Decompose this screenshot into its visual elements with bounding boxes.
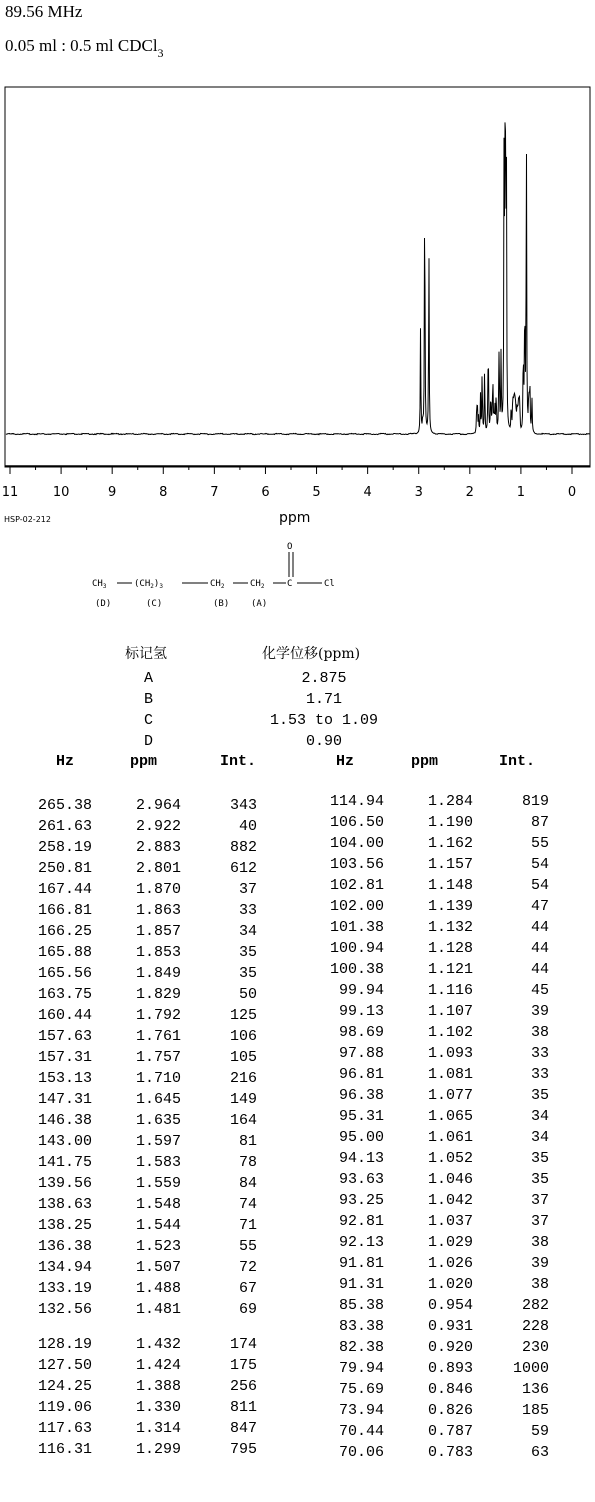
peak-ppm: 1.583 <box>135 1154 181 1171</box>
peak-intensity: 78 <box>238 1154 257 1171</box>
assignment-label-header: 标记氢 <box>125 646 167 662</box>
solvent-text: 0.05 ml : 0.5 ml CDCl <box>5 36 158 55</box>
peak-intensity: 55 <box>238 1238 257 1255</box>
peak-intensity: 35 <box>530 1171 549 1188</box>
peak-ppm: 1.065 <box>427 1108 473 1125</box>
x-tick-label: 4 <box>363 485 372 500</box>
peak-ppm: 1.424 <box>135 1357 181 1374</box>
peak-hz: 92.13 <box>338 1234 384 1251</box>
peak-ppm: 1.190 <box>427 814 473 831</box>
peak-ppm: 1.849 <box>135 965 181 982</box>
peak-intensity: 175 <box>229 1357 257 1374</box>
x-tick-label: 1 <box>516 485 526 500</box>
peak-hz: 119.06 <box>37 1399 92 1416</box>
x-axis-label: ppm <box>279 510 311 526</box>
peak-intensity: 72 <box>238 1259 257 1276</box>
peak-hz: 166.25 <box>37 923 92 940</box>
peak-intensity: 45 <box>530 982 549 999</box>
peak-intensity: 882 <box>229 839 257 856</box>
peak-ppm: 1.559 <box>135 1175 181 1192</box>
peak-hz: 93.63 <box>338 1171 384 1188</box>
peak-intensity: 33 <box>530 1066 549 1083</box>
x-tick-label: 2 <box>465 485 474 500</box>
assignment-shift-header: 化学位移(ppm) <box>262 646 361 662</box>
peak-intensity: 33 <box>530 1045 549 1062</box>
peak-hz: 97.88 <box>338 1045 384 1062</box>
peak-hz: 75.69 <box>338 1381 384 1398</box>
peak-ppm: 1.128 <box>427 940 473 957</box>
peak-intensity: 37 <box>530 1213 549 1230</box>
peak-ppm: 1.635 <box>135 1112 181 1129</box>
assignment-row-label: A <box>144 670 154 687</box>
peak-intensity: 811 <box>229 1399 257 1416</box>
peak-ppm: 2.883 <box>135 839 181 856</box>
peak-hz: 132.56 <box>37 1301 92 1318</box>
peak-intensity: 185 <box>521 1402 549 1419</box>
col-header-int-left: Int. <box>220 753 257 770</box>
x-tick-label: 0 <box>567 485 577 500</box>
peak-ppm: 1.857 <box>135 923 181 940</box>
peak-ppm: 1.523 <box>135 1238 181 1255</box>
label-c: (C) <box>146 599 163 609</box>
peak-hz: 98.69 <box>338 1024 384 1041</box>
peak-hz: 94.13 <box>338 1150 384 1167</box>
peak-intensity: 228 <box>521 1318 549 1335</box>
assignment-row-shift: 0.90 <box>305 733 342 750</box>
peak-intensity: 174 <box>229 1336 257 1353</box>
col-header-hz-left: Hz <box>56 753 75 770</box>
peak-intensity: 87 <box>530 814 549 831</box>
peak-intensity: 256 <box>229 1378 257 1395</box>
peak-hz: 160.44 <box>37 1007 92 1024</box>
peak-intensity: 67 <box>238 1280 257 1297</box>
peak-intensity: 69 <box>238 1301 257 1318</box>
peak-ppm: 1.299 <box>135 1441 181 1458</box>
structure-diagram <box>0 0 595 620</box>
peak-hz: 134.94 <box>37 1259 92 1276</box>
peak-hz: 167.44 <box>37 881 92 898</box>
peak-ppm: 1.102 <box>427 1024 473 1041</box>
peak-ppm: 1.710 <box>135 1070 181 1087</box>
peak-hz: 96.38 <box>338 1087 384 1104</box>
peak-hz: 100.38 <box>329 961 384 978</box>
peak-intensity: 35 <box>238 944 257 961</box>
peak-hz: 141.75 <box>37 1154 92 1171</box>
col-header-ppm-left: ppm <box>130 753 158 770</box>
peak-hz: 83.38 <box>338 1318 384 1335</box>
x-tick-label: 6 <box>261 485 270 500</box>
peak-intensity: 230 <box>521 1339 549 1356</box>
col-header-int-right: Int. <box>499 753 536 770</box>
formula-carbonyl-c: C <box>287 579 293 589</box>
peak-hz: 133.19 <box>37 1280 92 1297</box>
peak-intensity: 34 <box>530 1108 549 1125</box>
peak-intensity: 71 <box>238 1217 257 1234</box>
peak-hz: 85.38 <box>338 1297 384 1314</box>
peak-hz: 166.81 <box>37 902 92 919</box>
peak-ppm: 1.107 <box>427 1003 473 1020</box>
peak-ppm: 1.488 <box>135 1280 181 1297</box>
formula-chlorine: Cl <box>324 579 335 589</box>
peak-intensity: 84 <box>238 1175 257 1192</box>
peak-hz: 70.44 <box>338 1423 384 1440</box>
peak-hz: 92.81 <box>338 1213 384 1230</box>
peak-ppm: 1.046 <box>427 1171 473 1188</box>
peak-ppm: 1.081 <box>427 1066 473 1083</box>
peak-intensity: 819 <box>521 793 549 810</box>
x-tick-label: 10 <box>52 485 70 500</box>
x-tick-label: 8 <box>159 485 168 500</box>
peak-intensity: 39 <box>530 1255 549 1272</box>
peak-intensity: 55 <box>530 835 549 852</box>
x-tick-label: 11 <box>1 485 19 500</box>
formula-ch3: $CH_3$ <box>92 579 107 590</box>
peak-intensity: 136 <box>521 1381 549 1398</box>
peak-hz: 117.63 <box>37 1420 92 1437</box>
peak-ppm: 0.783 <box>427 1444 473 1461</box>
peak-ppm: 1.148 <box>427 877 473 894</box>
peak-intensity: 1000 <box>512 1360 549 1377</box>
peak-hz: 147.31 <box>37 1091 92 1108</box>
peak-hz: 82.38 <box>338 1339 384 1356</box>
peak-hz: 91.81 <box>338 1255 384 1272</box>
peak-intensity: 50 <box>238 986 257 1003</box>
peak-ppm: 1.132 <box>427 919 473 936</box>
peak-hz: 146.38 <box>37 1112 92 1129</box>
peak-ppm: 1.481 <box>135 1301 181 1318</box>
peak-intensity: 54 <box>530 877 549 894</box>
peak-hz: 116.31 <box>37 1441 92 1458</box>
peak-ppm: 1.061 <box>427 1129 473 1146</box>
peak-intensity: 105 <box>229 1049 257 1066</box>
formula-ch2-a: $CH_2$ <box>250 579 265 590</box>
spectrum-code: HSP-02-212 <box>4 515 51 524</box>
peak-hz: 91.31 <box>338 1276 384 1293</box>
peak-hz: 143.00 <box>37 1133 92 1150</box>
peak-hz: 106.50 <box>329 814 384 831</box>
peak-hz: 136.38 <box>37 1238 92 1255</box>
peak-ppm: 1.052 <box>427 1150 473 1167</box>
peak-hz: 138.63 <box>37 1196 92 1213</box>
peak-hz: 128.19 <box>37 1336 92 1353</box>
peak-intensity: 35 <box>238 965 257 982</box>
x-tick-label: 9 <box>108 485 117 500</box>
peak-ppm: 1.020 <box>427 1276 473 1293</box>
peak-hz: 96.81 <box>338 1066 384 1083</box>
x-tick-label: 3 <box>414 485 423 500</box>
assignment-row-shift: 1.71 <box>305 691 342 708</box>
peak-ppm: 1.093 <box>427 1045 473 1062</box>
spectrometer-frequency: 89.56 MHz <box>5 2 83 21</box>
peak-intensity: 612 <box>229 860 257 877</box>
peak-ppm: 1.284 <box>427 793 473 810</box>
peak-hz: 79.94 <box>338 1360 384 1377</box>
peak-hz: 139.56 <box>37 1175 92 1192</box>
peak-intensity: 35 <box>530 1087 549 1104</box>
peak-intensity: 795 <box>229 1441 257 1458</box>
peak-intensity: 37 <box>530 1192 549 1209</box>
formula-oxygen: O <box>287 542 293 552</box>
peak-intensity: 38 <box>530 1276 549 1293</box>
peak-ppm: 1.829 <box>135 986 181 1003</box>
peak-intensity: 149 <box>229 1091 257 1108</box>
peak-ppm: 1.042 <box>427 1192 473 1209</box>
peak-ppm: 1.330 <box>135 1399 181 1416</box>
peak-ppm: 1.597 <box>135 1133 181 1150</box>
peak-hz: 157.63 <box>37 1028 92 1045</box>
peak-hz: 165.56 <box>37 965 92 982</box>
peak-intensity: 44 <box>530 919 549 936</box>
peak-intensity: 81 <box>238 1133 257 1150</box>
peak-intensity: 34 <box>530 1129 549 1146</box>
peak-ppm: 0.787 <box>427 1423 473 1440</box>
assignment-row-shift: 2.875 <box>301 670 347 687</box>
peak-hz: 157.31 <box>37 1049 92 1066</box>
peak-intensity: 74 <box>238 1196 257 1213</box>
peak-ppm: 2.964 <box>135 797 181 814</box>
peak-intensity: 47 <box>530 898 549 915</box>
peak-intensity: 106 <box>229 1028 257 1045</box>
peak-intensity: 343 <box>229 797 257 814</box>
peak-ppm: 0.931 <box>427 1318 473 1335</box>
peak-ppm: 1.116 <box>427 982 473 999</box>
x-tick-label: 7 <box>210 485 219 500</box>
peak-hz: 258.19 <box>37 839 92 856</box>
peak-intensity: 35 <box>530 1150 549 1167</box>
peak-hz: 70.06 <box>338 1444 384 1461</box>
peak-intensity: 38 <box>530 1024 549 1041</box>
peak-ppm: 1.853 <box>135 944 181 961</box>
col-header-hz-right: Hz <box>336 753 355 770</box>
peak-hz: 93.25 <box>338 1192 384 1209</box>
peak-ppm: 1.157 <box>427 856 473 873</box>
peak-ppm: 1.029 <box>427 1234 473 1251</box>
peak-intensity: 63 <box>530 1444 549 1461</box>
peak-ppm: 1.544 <box>135 1217 181 1234</box>
peak-hz: 261.63 <box>37 818 92 835</box>
peak-ppm: 1.121 <box>427 961 473 978</box>
assignment-row-label: B <box>144 691 154 708</box>
peak-hz: 127.50 <box>37 1357 92 1374</box>
peak-hz: 103.56 <box>329 856 384 873</box>
peak-ppm: 0.846 <box>427 1381 473 1398</box>
peak-intensity: 33 <box>238 902 257 919</box>
peak-hz: 73.94 <box>338 1402 384 1419</box>
peak-intensity: 37 <box>238 881 257 898</box>
peak-hz: 99.94 <box>338 982 384 999</box>
peak-ppm: 1.792 <box>135 1007 181 1024</box>
peak-ppm: 1.432 <box>135 1336 181 1353</box>
peak-ppm: 2.922 <box>135 818 181 835</box>
assignment-row-label: D <box>144 733 154 750</box>
peak-intensity: 54 <box>530 856 549 873</box>
peak-hz: 95.31 <box>338 1108 384 1125</box>
peak-ppm: 1.388 <box>135 1378 181 1395</box>
label-a: (A) <box>251 599 268 609</box>
peak-ppm: 0.954 <box>427 1297 473 1314</box>
peak-ppm: 2.801 <box>135 860 181 877</box>
peak-intensity: 59 <box>530 1423 549 1440</box>
peak-hz: 124.25 <box>37 1378 92 1395</box>
peak-hz: 101.38 <box>329 919 384 936</box>
peak-ppm: 1.507 <box>135 1259 181 1276</box>
peak-ppm: 0.893 <box>427 1360 473 1377</box>
peak-ppm: 1.077 <box>427 1087 473 1104</box>
formula-ch2-b: $CH_2$ <box>210 579 225 590</box>
peak-hz: 265.38 <box>37 797 92 814</box>
label-d: (D) <box>95 599 112 609</box>
peak-hz: 153.13 <box>37 1070 92 1087</box>
peak-intensity: 39 <box>530 1003 549 1020</box>
peak-ppm: 1.548 <box>135 1196 181 1213</box>
peak-hz: 102.00 <box>329 898 384 915</box>
col-header-ppm-right: ppm <box>411 753 439 770</box>
peak-ppm: 1.645 <box>135 1091 181 1108</box>
peak-intensity: 34 <box>238 923 257 940</box>
peak-ppm: 1.870 <box>135 881 181 898</box>
peak-ppm: 0.826 <box>427 1402 473 1419</box>
peak-ppm: 1.757 <box>135 1049 181 1066</box>
label-b: (B) <box>213 599 230 609</box>
peak-intensity: 282 <box>521 1297 549 1314</box>
peak-hz: 95.00 <box>338 1129 384 1146</box>
peak-intensity: 164 <box>229 1112 257 1129</box>
peak-intensity: 216 <box>229 1070 257 1087</box>
peak-ppm: 1.162 <box>427 835 473 852</box>
peak-hz: 250.81 <box>37 860 92 877</box>
assignment-row-shift: 1.53 to 1.09 <box>269 712 379 729</box>
peak-intensity: 125 <box>229 1007 257 1024</box>
peak-hz: 138.25 <box>37 1217 92 1234</box>
peak-intensity: 44 <box>530 961 549 978</box>
peak-ppm: 0.920 <box>427 1339 473 1356</box>
peak-hz: 163.75 <box>37 986 92 1003</box>
peak-ppm: 1.761 <box>135 1028 181 1045</box>
x-tick-label: 5 <box>312 485 321 500</box>
peak-hz: 102.81 <box>329 877 384 894</box>
formula-ch2-3: $(CH_2)_3$ <box>134 579 163 590</box>
peak-hz: 165.88 <box>37 944 92 961</box>
peak-hz: 104.00 <box>329 835 384 852</box>
peak-hz: 99.13 <box>338 1003 384 1020</box>
peak-intensity: 40 <box>238 818 257 835</box>
peak-hz: 100.94 <box>329 940 384 957</box>
peak-intensity: 44 <box>530 940 549 957</box>
assignment-row-label: C <box>144 712 154 729</box>
peak-ppm: 1.037 <box>427 1213 473 1230</box>
peak-hz: 114.94 <box>329 793 384 810</box>
peak-intensity: 38 <box>530 1234 549 1251</box>
peak-ppm: 1.863 <box>135 902 181 919</box>
peak-ppm: 1.026 <box>427 1255 473 1272</box>
peak-intensity: 847 <box>229 1420 257 1437</box>
solvent-subscript: 3 <box>157 46 164 60</box>
peak-ppm: 1.139 <box>427 898 473 915</box>
peak-ppm: 1.314 <box>135 1420 181 1437</box>
